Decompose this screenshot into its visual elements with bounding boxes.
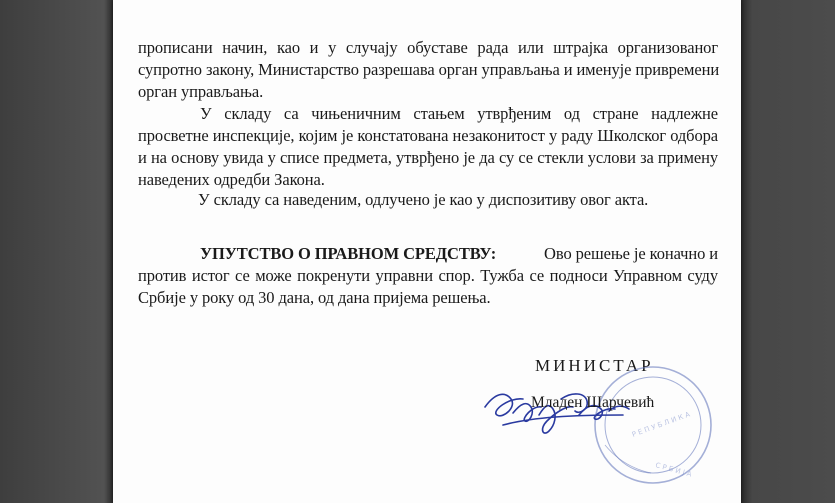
paragraph-1-line-3: орган управљања.	[138, 82, 264, 101]
viewer-right-margin	[741, 0, 835, 503]
legal-remedy-line-1	[200, 244, 718, 264]
legal-remedy-line-3: Србије у року од 30 дана, од дана пријема решења.	[138, 288, 491, 307]
paragraph-2-line-2: просветне инспекције, којим је констатована незаконитост у раду Школског одбора	[138, 126, 718, 145]
svg-text:Р Е П У Б Л И К А: Р Е П У Б Л И К А	[630, 410, 692, 439]
document-page	[113, 0, 741, 503]
paragraph-2-line-3: и на основу увида у списе предмета, утврђено је да су се стекли услови за примену	[138, 148, 718, 167]
paragraph-1-line-2: супротно закону, Министарство разрешава орган управљања и именује привремени	[138, 60, 720, 79]
legal-remedy-heading: УПУТСТВО О ПРАВНОМ СРЕДСТВУ:	[200, 244, 497, 263]
paragraph-2-line-4: наведених одредби Закона.	[138, 170, 325, 189]
legal-remedy-line-1-rest: Ово решење је коначно и	[544, 244, 718, 263]
paragraph-3: У складу са наведеним, одлучено је као у диспозитиву овог акта.	[198, 190, 649, 209]
viewer-left-margin	[0, 0, 113, 503]
legal-remedy-line-2: против истог се може покренути управни спор. Тужба се подноси Управном суду	[138, 266, 718, 285]
signature-title: МИНИСТАР	[535, 356, 654, 375]
signatory-name: Младен Шарчевић	[531, 394, 655, 411]
paragraph-2-line-1: У складу са чињеничним стањем утврђеним од стране надлежне	[200, 104, 718, 123]
svg-text:С Р Б И Ј А: С Р Б И Ј А	[654, 461, 693, 479]
paragraph-1-line-1: прописани начин, као и у случају обуставе рада или штрајка организованог	[138, 38, 718, 57]
